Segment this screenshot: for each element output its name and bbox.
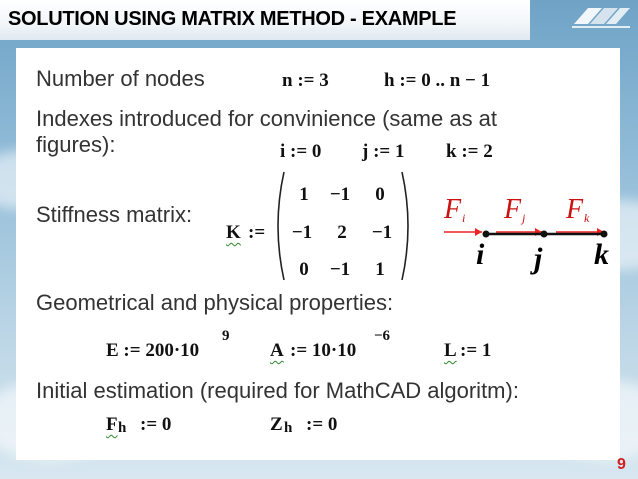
matrix-cell: −1 <box>329 259 351 280</box>
initial-estimation-label: Initial estimation (required for MathCAD algoritm): <box>36 378 519 403</box>
slide-title: SOLUTION USING MATRIX METHOD - EXAMPLE <box>8 8 457 30</box>
matrix-cell: 1 <box>375 259 385 280</box>
force-label-k: F <box>566 194 584 225</box>
matrix-cell: 0 <box>299 259 309 280</box>
node-label-k: k <box>594 238 609 271</box>
matrix-cell: −1 <box>291 222 313 243</box>
matrix-cell: 0 <box>375 184 385 205</box>
F-definition: := 0 <box>140 414 172 435</box>
L-symbol: L <box>444 340 457 361</box>
geometric-properties-label: Geometrical and physical properties: <box>36 290 394 315</box>
Z-subscript: h <box>284 420 293 436</box>
force-label-i: F <box>444 194 462 225</box>
force-sub-j: j <box>522 211 526 225</box>
title-bar <box>0 0 530 40</box>
indexes-label-line2: figures): <box>36 132 116 157</box>
university-logo-icon <box>568 2 634 32</box>
force-label-j: F <box>504 194 522 225</box>
L-definition: := 1 <box>460 340 492 361</box>
Z-symbol: Z <box>270 414 283 435</box>
force-sub-i: i <box>462 211 466 225</box>
stiffness-label: Stiffness matrix: <box>36 202 193 227</box>
k-definition: k := 2 <box>446 141 493 162</box>
node-j-dot <box>541 231 548 238</box>
node-label-i: i <box>476 238 485 271</box>
page-number: 9 <box>617 456 626 473</box>
matrix-cell: −1 <box>329 184 351 205</box>
spring-figure <box>436 186 622 276</box>
K-symbol: K <box>226 222 241 243</box>
node-k-dot <box>601 231 608 238</box>
F-symbol: F <box>106 414 118 435</box>
A-definition: := 10·10 <box>290 340 357 361</box>
node-i-dot <box>483 231 490 238</box>
matrix-cell: 2 <box>337 222 347 243</box>
Z-definition: := 0 <box>306 414 338 435</box>
nodes-label: Number of nodes <box>36 66 205 91</box>
i-definition: i := 0 <box>280 141 322 162</box>
indexes-label-line1: Indexes introduced for convinience (same as at <box>36 106 498 131</box>
node-label-j: j <box>534 242 543 275</box>
E-definition: E := 200·10 <box>106 340 200 361</box>
matrix-cell: −1 <box>371 222 393 243</box>
A-symbol: A <box>270 340 284 361</box>
force-sub-k: k <box>584 211 590 225</box>
h-definition: h := 0 .. n − 1 <box>384 70 491 91</box>
K-assign: := <box>248 222 266 243</box>
n-definition: n := 3 <box>282 70 329 91</box>
E-exponent: 9 <box>222 328 230 344</box>
F-subscript: h <box>118 420 127 436</box>
A-exponent: −6 <box>374 328 391 344</box>
j-definition: j := 1 <box>362 141 405 162</box>
arrowhead-i <box>475 228 482 236</box>
matrix-cell: 1 <box>299 184 309 205</box>
